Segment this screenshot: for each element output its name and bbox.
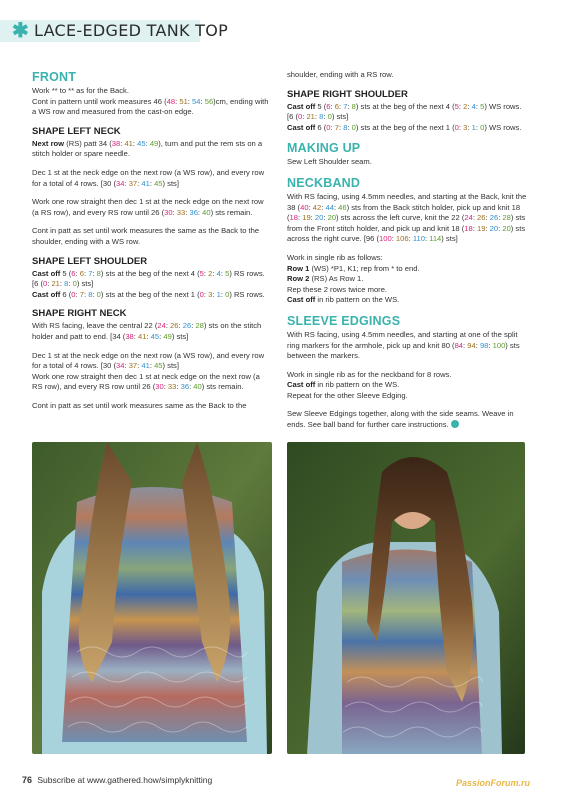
srs-text-2: [6 (0: 21: 8: 0) sts] — [287, 112, 349, 122]
end-mark-icon — [451, 420, 459, 428]
photo-side-illustration — [287, 442, 525, 754]
shape-left-neck-heading: SHAPE LEFT NECK — [32, 125, 121, 137]
sln-text-3: Work one row straight then dec 1 st at the neck edge on the next row (a RS row), and every RS row until 26 (30: 33: 36: 40) sts remain. — [32, 197, 264, 217]
sleeve-text-2: Work in single rib as for the neckband for 8 rows. — [287, 369, 452, 379]
srn-text-1: With RS facing, leave the central 22 (24: 26: 26: 28) sts on the stitch holder and patt to end. [34 (38: 41: 45: 49) sts] — [32, 321, 262, 341]
shape-left-shoulder-heading: SHAPE LEFT SHOULDER — [32, 255, 148, 267]
page-number: 76 — [22, 775, 33, 785]
sln-text-4: Cont in patt as set until work measures the same as the Back to the shoulder, ending with a WS row. — [32, 226, 260, 246]
shape-right-neck-heading: SHAPE RIGHT NECK — [32, 308, 127, 320]
neckband-heading: NECKBAND — [287, 175, 361, 190]
footer — [22, 775, 212, 785]
making-up-heading: MAKING UP — [287, 141, 361, 156]
sleeve-text-5: Sew Sleeve Edgings together, along with the side seams. Weave in ends. See ball band for further care instructions. — [287, 409, 514, 430]
model-photo-front — [32, 442, 272, 754]
left-column — [32, 70, 272, 419]
model-photo-side — [287, 442, 525, 754]
sleeve-text-4: Repeat for the other Sleeve Edging. — [287, 390, 408, 400]
front-text-2: Cont in pattern until work measures 46 (48: 51: 54: 56)cm, ending with a WS row and measured from the cast-on edge. — [32, 96, 269, 117]
neckband-repeat: Rep these 2 rows twice more. — [287, 284, 388, 294]
srn-text-2: Dec 1 st at the neck edge on the next row (a WS row), and every row for a total of 4 rows. [30 (34: 37: 41: 45) sts] — [32, 350, 265, 371]
sleeve-text-3: Cast off in rib pattern on the WS. — [287, 380, 400, 390]
sleeve-text-1: With RS facing, using 4.5mm needles, and starting at one of the split ring markers for the armhole, pick up and knit 80 (84: 94: 98: 100) sts between the markers. — [287, 329, 520, 361]
srs-text-1: Cast off 5 (6: 6: 7: 8) sts at the beg of the next 4 (5: 2: 4: 5) WS rows. — [287, 101, 522, 111]
right-column — [287, 70, 532, 439]
continued-text: shoulder, ending with a RS row. — [287, 70, 394, 79]
srn-text-3: Work one row straight then dec 1 st at neck edge on the next row (a RS row), and every RS row until 26 (30: 33: 36: 40) sts remain. — [32, 371, 260, 392]
srn-text-4: Cont in patt as set until work measures same as the Back to the — [32, 400, 247, 410]
subscribe-link[interactable]: Subscribe at www.gathered.how/simplyknitting — [37, 775, 213, 785]
making-up-text: Sew Left Shoulder seam. — [287, 157, 372, 167]
sln-text-1: Next row (RS) patt 34 (38: 41: 45: 49), turn and put the rem sts on a stitch holder or spare needle. — [32, 138, 263, 159]
sln-text-2: Dec 1 st at the neck edge on the next row (a WS row), and every row for a total of 4 rows. [30 (34: 37: 41: 45) sts] — [32, 167, 265, 188]
watermark: PassionForum.ru — [456, 778, 531, 788]
sls-text-2: [6 (0: 21: 8: 0) sts] — [32, 279, 94, 289]
neckband-cast-off: Cast off in rib pattern on the WS. — [287, 295, 400, 305]
photo-front-illustration — [32, 442, 272, 754]
neckband-row-1: Row 1 (WS) *P1, K1; rep from * to end. — [287, 263, 420, 273]
page-title: LACE-EDGED TANK TOP — [34, 21, 229, 40]
neckband-row-2: Row 2 (RS) As Row 1. — [287, 274, 364, 284]
neckband-text-2: Work in single rib as follows: — [287, 252, 383, 262]
sls-text-3: Cast off 6 (0: 7: 8: 0) sts at the beg of the next 1 (0: 3: 1: 0) RS rows. — [32, 289, 265, 299]
srs-text-3: Cast off 6 (0: 7: 8: 0) sts at the beg of the next 1 (0: 3: 1: 0) WS rows. — [287, 122, 522, 132]
sls-text-1: Cast off 5 (6: 6: 7: 8) sts at the beg of the next 4 (5: 2: 4: 5) RS rows. — [32, 268, 265, 278]
front-text-1: Work ** to ** as for the Back. — [32, 86, 129, 95]
neckband-text-1: With RS facing, using 4.5mm needles, and starting at the Back, knit the 38 (40: 42: 44: 46) sts from the Back stitch holder, pick up and knit 18 (18: 19: 20: 20) sts across the left curve, knit the 22 (24: 26: 26: 28) sts from the Front stitch holder, and pick up and knit 18 (18: 19: 20: 20) sts across the right curve. [96 (100: 106: 110: 114) sts] — [287, 191, 527, 244]
shape-right-shoulder-heading: SHAPE RIGHT SHOULDER — [287, 88, 408, 100]
front-heading: FRONT — [32, 70, 77, 84]
asterisk-icon: ✱ — [12, 20, 29, 42]
sleeve-edgings-heading: SLEEVE EDGINGS — [287, 313, 401, 328]
